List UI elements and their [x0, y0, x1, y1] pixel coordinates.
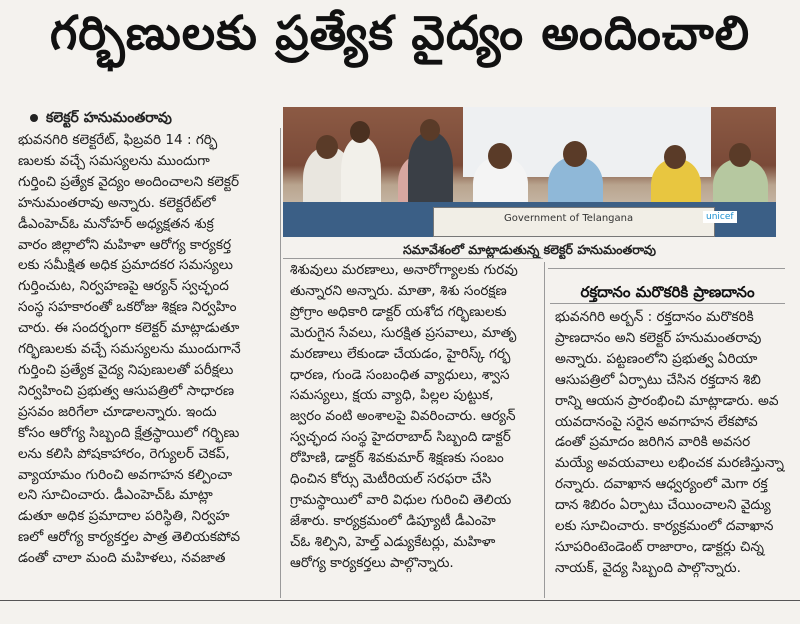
article-line: డీఎంహెచ్ఓ మనోహర్ అధ్యక్షతన శుక్ర	[18, 215, 214, 232]
article-line: ఆరోగ్య కార్యకర్తలు పాల్గొన్నారు.	[290, 554, 454, 571]
divider	[283, 258, 543, 259]
article-column-2	[290, 260, 535, 574]
article-line: వారం జిల్లాలోని మహిళా ఆరోగ్య కార్యకర్త	[18, 236, 232, 253]
article-line: ప్రసవం జరిగేలా చూడాలన్నారు. ఇందు	[18, 403, 217, 420]
article-line: ధించిన కోర్సు మెటీరియల్ సరఫరా చేసి	[290, 471, 492, 488]
divider	[0, 600, 800, 601]
article-line: గ్రామస్థాయిలో వారి విధుల గురించి తెలియ	[290, 491, 512, 508]
article-line: మెరుగైన సేవలు, సురక్షిత ప్రసవాలు, మాతృ	[290, 324, 517, 341]
article-line: గుర్తించి ప్రత్యేక వైద్యం అందించాలని కలెక్టర్	[18, 173, 240, 190]
photo-caption: సమావేశంలో మాట్లాడుతున్న కలెక్టర్ హనుమంతరావు	[402, 242, 657, 257]
article-line: భువనగిరి అర్బన్ : రక్తదానం మరొకరికి	[555, 309, 754, 325]
article-line: రన్నారు. దవాఖాన ఆధ్వర్యంలో మెగా రక్త	[555, 476, 768, 493]
article-line: ప్రాణదానం అని కలెక్టర్ హనుమంతరావు	[555, 329, 762, 346]
article-line: సంస్థ సహకారంతో ఒకరోజు శిక్షణ నిర్వహిం	[18, 299, 237, 316]
article-line: చ్ఓ శిల్పిని, హెల్త్ ఎడ్యుకేటర్లు, మహిళా	[290, 533, 496, 550]
article-line: డంతో చాలా మంది మహిళలు, నవజాత	[18, 550, 226, 567]
article-line: యవదానంపై సరైన అవగాహన లేకపోవ	[555, 413, 758, 430]
article-line: డంతో ప్రమాదం జరిగిన వారికి అవసర	[555, 434, 751, 451]
article-line: గుర్తించి ప్రత్యేక వైద్య నిపుణులతో పరీక్షలు	[18, 361, 234, 378]
article-column-1	[18, 130, 274, 569]
article-line: ణలో ఆరోగ్య కార్యకర్తల పాత్ర తెలియకపోవ	[18, 529, 241, 546]
article-line: ణులకు వచ్చే సమస్యలను ముందుగా	[18, 152, 210, 169]
article-line: లను కలిసి పోషకాహారం, రెగ్యులర్ చెకప్,	[18, 445, 230, 462]
sub-headline: రక్తదానం మరొకరికి ప్రాణదానం	[580, 283, 755, 301]
article-column-3	[555, 307, 785, 579]
bullet-icon	[30, 114, 38, 122]
article-line: దాన శిబిరం ఏర్పాటు చేయించాలని వైద్యు	[555, 497, 771, 514]
next-article-cut-off	[0, 603, 800, 624]
article-line: జ్వరం వంటి అంశాలపై వివరించారు. ఆర్యన్	[290, 408, 516, 425]
unicef-logo: unicef	[703, 211, 737, 223]
article-line: లకు సూచించారు. కార్యక్రమంలో దవాఖాన	[555, 518, 774, 535]
photo-banner	[433, 207, 715, 237]
article-line: సమస్యలు, క్షయ వ్యాధి, పిల్లల పుట్టుక,	[290, 387, 494, 404]
article-line: శిశువులు మరణాలు, అనారోగ్యాలకు గురవు	[290, 262, 518, 278]
article-line: ధారణ, గుండె సంబంధిత వ్యాధులు, శ్వాస	[290, 366, 510, 383]
article-line: మయ్యే అవయవాలు లభించక మరణిస్తున్నా	[555, 455, 784, 472]
article-line: మరణాలు లేకుండా చేయడం, హైరిస్క్ గర్భ	[290, 345, 511, 362]
article-line: రాన్ని ఆయన ప్రారంభించి మాట్లాడారు. అవ	[555, 392, 779, 409]
headline: గర్భిణులకు ప్రత్యేక వైద్యం అందించాలి	[49, 6, 751, 61]
article-line: తున్నారని అన్నారు. మాతా, శిశు సంరక్షణ	[290, 282, 507, 299]
article-line: జేశారు. కార్యక్రమంలో డిప్యూటీ డీఎంహె	[290, 512, 496, 529]
column-separator	[544, 262, 545, 598]
divider	[548, 268, 785, 269]
news-photo	[283, 107, 776, 237]
article-line: వ్యాయామం గురించి అవగాహన కల్పించా	[18, 466, 233, 483]
column-separator	[280, 128, 281, 598]
article-line: గుర్తించుట, నిర్వహణపై ఆర్యన్ స్వచ్ఛంద	[18, 278, 229, 295]
article-line: లని సూచించారు. డీఎంహెచ్ఓ మాట్లా	[18, 487, 213, 504]
article-line: కోసం ఆరోగ్య సిబ్బంది క్షేత్రస్థాయిలో గర్భిణు	[18, 424, 240, 441]
byline	[30, 110, 172, 129]
article-line: సూపరింటెండెంట్ రాజారాం, డాక్టర్లు చిన్న	[555, 538, 764, 555]
article-line: స్వచ్ఛంద సంస్థ హైదరాబాద్ సిబ్బంది డాక్టర్	[290, 429, 511, 446]
article-line: హనుమంతరావు అన్నారు. కలెక్టరేట్‌లో	[18, 194, 216, 211]
article-line: రోహిణి, డాక్టర్ శివకుమార్ శిక్షణకు సంబం	[290, 450, 504, 467]
article-line: భువనగిరి కలెక్టరేట్, ఫిబ్రవరి 14 : గర్భి	[18, 132, 218, 148]
article-line: ఆసుపత్రిలో ఏర్పాటు చేసిన రక్తదాన శిబి	[555, 371, 761, 388]
article-line: నిర్వహించి ప్రభుత్వ ఆసుపత్రిలో సాధారణ	[18, 382, 235, 399]
article-line: ప్రోగ్రాం అధికారి డాక్టర్ యశోద గర్భిణులకు	[290, 303, 507, 320]
byline-text: కలెక్టర్ హనుమంతరావు	[46, 110, 172, 126]
article-line: నాయక్, వైద్య సిబ్బంది పాల్గొన్నారు.	[555, 559, 741, 576]
article-line: చారు. ఈ సందర్భంగా కలెక్టర్ మాట్లాడుతూ	[18, 320, 240, 337]
article-line: అన్నారు. పట్టణంలోని ప్రభుత్వ ఏరియా	[555, 350, 758, 367]
photo-banner-text: Government of Telangana	[504, 213, 634, 224]
article-line: లకు సమీక్షిత అధిక ప్రమాదకర సమస్యలు	[18, 257, 233, 274]
article-line: గర్భిణులకు వచ్చే సమస్యలను ముందుగానే	[18, 341, 241, 358]
article-line: డుతూ అధిక ప్రమాదాల పరిస్థితి, నిర్వహ	[18, 508, 230, 525]
